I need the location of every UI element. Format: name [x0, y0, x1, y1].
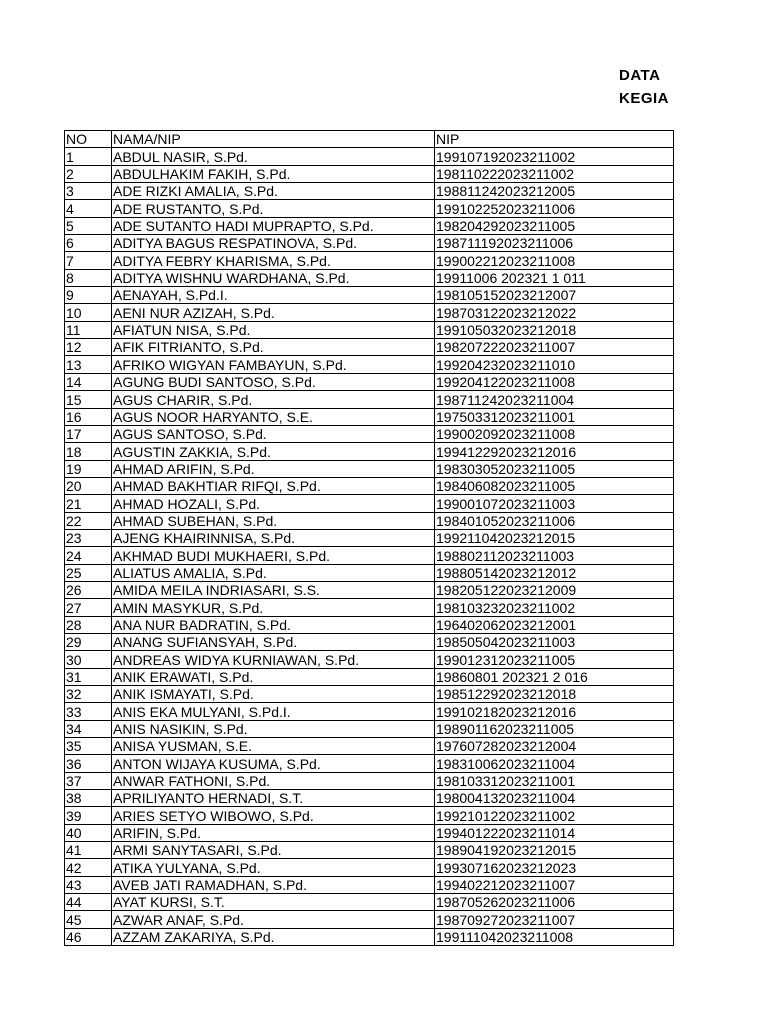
table-row: [65, 529, 674, 546]
table-row: [65, 356, 674, 373]
cell-nip: 198204292023211005: [435, 217, 674, 234]
cell-no: 12: [65, 339, 112, 356]
cell-name: AGUS SANTOSO, S.Pd.: [112, 425, 435, 442]
cell-no: 44: [65, 894, 112, 911]
cell-nip: 199102252023211006: [435, 200, 674, 217]
table-row: [65, 807, 674, 824]
table-row: [65, 772, 674, 789]
table-row: [65, 928, 674, 945]
cell-nip: 199210122023211002: [435, 807, 674, 824]
cell-nip: 198505042023211003: [435, 633, 674, 650]
employee-table: [64, 130, 674, 946]
cell-nip: 199211042023212015: [435, 529, 674, 546]
cell-no: 17: [65, 425, 112, 442]
cell-nip: 199204122023211008: [435, 373, 674, 390]
cell-name: AFRIKO WIGYAN FAMBAYUN, S.Pd.: [112, 356, 435, 373]
table-row: [65, 477, 674, 494]
cell-no: 37: [65, 772, 112, 789]
cell-nip: 19860801 202321 2 016: [435, 668, 674, 685]
cell-no: 15: [65, 391, 112, 408]
table-row: [65, 599, 674, 616]
cell-no: 7: [65, 252, 112, 269]
table-row: [65, 321, 674, 338]
cell-nip: 198802112023211003: [435, 547, 674, 564]
table-row: [65, 269, 674, 286]
cell-nip: 199107192023211002: [435, 148, 674, 165]
cell-nip: 199412292023212016: [435, 443, 674, 460]
cell-nip: 198110222023211002: [435, 165, 674, 182]
cell-nip: 198103312023211001: [435, 772, 674, 789]
cell-nip: 198811242023212005: [435, 183, 674, 200]
document-title-line-2: KEGIA: [619, 90, 670, 107]
cell-nip: 198709272023211007: [435, 911, 674, 928]
cell-no: 41: [65, 842, 112, 859]
cell-name: ATIKA YULYANA, S.Pd.: [112, 859, 435, 876]
table-row: [65, 911, 674, 928]
cell-name: ALIATUS AMALIA, S.Pd.: [112, 564, 435, 581]
table-row: [65, 408, 674, 425]
table-row: [65, 443, 674, 460]
cell-name: AGUSTIN ZAKKIA, S.Pd.: [112, 443, 435, 460]
cell-no: 5: [65, 217, 112, 234]
cell-nip: 199401222023211014: [435, 824, 674, 841]
cell-nip: 198703122023212022: [435, 304, 674, 321]
cell-no: 43: [65, 876, 112, 893]
cell-nip: 199102182023212016: [435, 703, 674, 720]
table-row: [65, 148, 674, 165]
cell-name: ANIS EKA MULYANI, S.Pd.I.: [112, 703, 435, 720]
table-row: [65, 686, 674, 703]
employee-table-body: [65, 131, 674, 946]
table-row: [65, 894, 674, 911]
table-row: [65, 425, 674, 442]
table-row: [65, 304, 674, 321]
cell-name: AENAYAH, S.Pd.I.: [112, 287, 435, 304]
cell-no: 38: [65, 790, 112, 807]
cell-nip: 198711242023211004: [435, 391, 674, 408]
cell-nip: 198904192023212015: [435, 842, 674, 859]
cell-name: ANA NUR BADRATIN, S.Pd.: [112, 616, 435, 633]
cell-no: 35: [65, 738, 112, 755]
cell-no: 31: [65, 668, 112, 685]
cell-name: AYAT KURSI, S.T.: [112, 894, 435, 911]
table-row: [65, 720, 674, 737]
cell-no: 32: [65, 686, 112, 703]
table-row: [65, 165, 674, 182]
cell-no: 20: [65, 477, 112, 494]
table-row: [65, 495, 674, 512]
cell-no: 11: [65, 321, 112, 338]
cell-no: 33: [65, 703, 112, 720]
cell-name: ANWAR FATHONI, S.Pd.: [112, 772, 435, 789]
cell-name: AGUNG BUDI SANTOSO, S.Pd.: [112, 373, 435, 390]
cell-name: AHMAD SUBEHAN, S.Pd.: [112, 512, 435, 529]
header-nip: NIP: [435, 131, 674, 148]
cell-no: 25: [65, 564, 112, 581]
cell-no: 18: [65, 443, 112, 460]
cell-no: 45: [65, 911, 112, 928]
table-row: [65, 373, 674, 390]
cell-name: ANIK ERAWATI, S.Pd.: [112, 668, 435, 685]
cell-name: ANTON WIJAYA KUSUMA, S.Pd.: [112, 755, 435, 772]
cell-no: 42: [65, 859, 112, 876]
cell-name: AMIDA MEILA INDRIASARI, S.S.: [112, 581, 435, 598]
table-row: [65, 564, 674, 581]
table-row: [65, 703, 674, 720]
cell-nip: 198004132023211004: [435, 790, 674, 807]
cell-no: 16: [65, 408, 112, 425]
cell-no: 23: [65, 529, 112, 546]
cell-nip: 199204232023211010: [435, 356, 674, 373]
cell-name: AKHMAD BUDI MUKHAERI, S.Pd.: [112, 547, 435, 564]
cell-no: 2: [65, 165, 112, 182]
cell-name: AENI NUR AZIZAH, S.Pd.: [112, 304, 435, 321]
cell-name: ANANG SUFIANSYAH, S.Pd.: [112, 633, 435, 650]
cell-name: AMIN MASYKUR, S.Pd.: [112, 599, 435, 616]
cell-no: 24: [65, 547, 112, 564]
table-row: [65, 668, 674, 685]
cell-nip: 198303052023211005: [435, 460, 674, 477]
cell-name: ARIES SETYO WIBOWO, S.Pd.: [112, 807, 435, 824]
cell-name: ARIFIN, S.Pd.: [112, 824, 435, 841]
cell-nip: 197503312023211001: [435, 408, 674, 425]
cell-no: 26: [65, 581, 112, 598]
cell-name: ADITYA BAGUS RESPATINOVA, S.Pd.: [112, 235, 435, 252]
cell-nip: 19911006 202321 1 011: [435, 269, 674, 286]
document-title-line-1: DATA: [619, 67, 661, 84]
cell-no: 4: [65, 200, 112, 217]
cell-name: ANIS NASIKIN, S.Pd.: [112, 720, 435, 737]
cell-no: 14: [65, 373, 112, 390]
cell-nip: 198205122023212009: [435, 581, 674, 598]
cell-no: 40: [65, 824, 112, 841]
cell-nip: 197607282023212004: [435, 738, 674, 755]
cell-no: 27: [65, 599, 112, 616]
cell-name: AFIK FITRIANTO, S.Pd.: [112, 339, 435, 356]
table-row: [65, 581, 674, 598]
table-header-row: [65, 131, 674, 148]
cell-no: 6: [65, 235, 112, 252]
cell-name: APRILIYANTO HERNADI, S.T.: [112, 790, 435, 807]
table-row: [65, 824, 674, 841]
cell-nip: 198512292023212018: [435, 686, 674, 703]
table-row: [65, 200, 674, 217]
cell-name: ADITYA FEBRY KHARISMA, S.Pd.: [112, 252, 435, 269]
cell-no: 21: [65, 495, 112, 512]
cell-no: 8: [65, 269, 112, 286]
cell-nip: 199307162023212023: [435, 859, 674, 876]
cell-name: AZZAM ZAKARIYA, S.Pd.: [112, 928, 435, 945]
cell-name: ANDREAS WIDYA KURNIAWAN, S.Pd.: [112, 651, 435, 668]
cell-no: 46: [65, 928, 112, 945]
cell-no: 34: [65, 720, 112, 737]
header-no: NO: [65, 131, 112, 148]
cell-name: AFIATUN NISA, S.Pd.: [112, 321, 435, 338]
cell-nip: 196402062023212001: [435, 616, 674, 633]
table-row: [65, 790, 674, 807]
cell-nip: 199002092023211008: [435, 425, 674, 442]
cell-name: AGUS NOOR HARYANTO, S.E.: [112, 408, 435, 425]
cell-name: ADE RIZKI AMALIA, S.Pd.: [112, 183, 435, 200]
cell-nip: 198406082023211005: [435, 477, 674, 494]
cell-name: AZWAR ANAF, S.Pd.: [112, 911, 435, 928]
cell-nip: 199105032023212018: [435, 321, 674, 338]
cell-name: AHMAD ARIFIN, S.Pd.: [112, 460, 435, 477]
cell-no: 13: [65, 356, 112, 373]
cell-nip: 198705262023211006: [435, 894, 674, 911]
table-row: [65, 391, 674, 408]
cell-name: ABDUL NASIR, S.Pd.: [112, 148, 435, 165]
cell-name: ANISA YUSMAN, S.E.: [112, 738, 435, 755]
cell-no: 10: [65, 304, 112, 321]
cell-nip: 198901162023211005: [435, 720, 674, 737]
table-row: [65, 235, 674, 252]
table-row: [65, 547, 674, 564]
cell-no: 1: [65, 148, 112, 165]
table-row: [65, 512, 674, 529]
cell-nip: 198103232023211002: [435, 599, 674, 616]
cell-name: AHMAD HOZALI, S.Pd.: [112, 495, 435, 512]
table-row: [65, 616, 674, 633]
cell-name: ARMI SANYTASARI, S.Pd.: [112, 842, 435, 859]
cell-name: AHMAD BAKHTIAR RIFQI, S.Pd.: [112, 477, 435, 494]
table-row: [65, 339, 674, 356]
cell-nip: 199001072023211003: [435, 495, 674, 512]
table-row: [65, 842, 674, 859]
table-row: [65, 217, 674, 234]
cell-no: 29: [65, 633, 112, 650]
cell-name: ABDULHAKIM FAKIH, S.Pd.: [112, 165, 435, 182]
cell-nip: 199002212023211008: [435, 252, 674, 269]
cell-name: ADE RUSTANTO, S.Pd.: [112, 200, 435, 217]
table-row: [65, 183, 674, 200]
cell-name: ADITYA WISHNU WARDHANA, S.Pd.: [112, 269, 435, 286]
table-row: [65, 755, 674, 772]
cell-nip: 199012312023211005: [435, 651, 674, 668]
table-row: [65, 651, 674, 668]
cell-nip: 198207222023211007: [435, 339, 674, 356]
cell-no: 30: [65, 651, 112, 668]
cell-no: 19: [65, 460, 112, 477]
header-nama-nip: NAMA/NIP: [112, 131, 435, 148]
cell-no: 28: [65, 616, 112, 633]
cell-name: AJENG KHAIRINNISA, S.Pd.: [112, 529, 435, 546]
cell-nip: 198805142023212012: [435, 564, 674, 581]
cell-name: AGUS CHARIR, S.Pd.: [112, 391, 435, 408]
table-row: [65, 633, 674, 650]
table-row: [65, 460, 674, 477]
cell-nip: 198401052023211006: [435, 512, 674, 529]
cell-nip: 198105152023212007: [435, 287, 674, 304]
table-row: [65, 252, 674, 269]
cell-no: 22: [65, 512, 112, 529]
cell-name: ANIK ISMAYATI, S.Pd.: [112, 686, 435, 703]
cell-nip: 199111042023211008: [435, 928, 674, 945]
table-row: [65, 287, 674, 304]
cell-no: 36: [65, 755, 112, 772]
cell-no: 9: [65, 287, 112, 304]
cell-nip: 199402212023211007: [435, 876, 674, 893]
cell-nip: 198711192023211006: [435, 235, 674, 252]
cell-name: ADE SUTANTO HADI MUPRAPTO, S.Pd.: [112, 217, 435, 234]
cell-no: 3: [65, 183, 112, 200]
cell-name: AVEB JATI RAMADHAN, S.Pd.: [112, 876, 435, 893]
table-row: [65, 876, 674, 893]
table-row: [65, 738, 674, 755]
cell-no: 39: [65, 807, 112, 824]
table-row: [65, 859, 674, 876]
cell-nip: 198310062023211004: [435, 755, 674, 772]
